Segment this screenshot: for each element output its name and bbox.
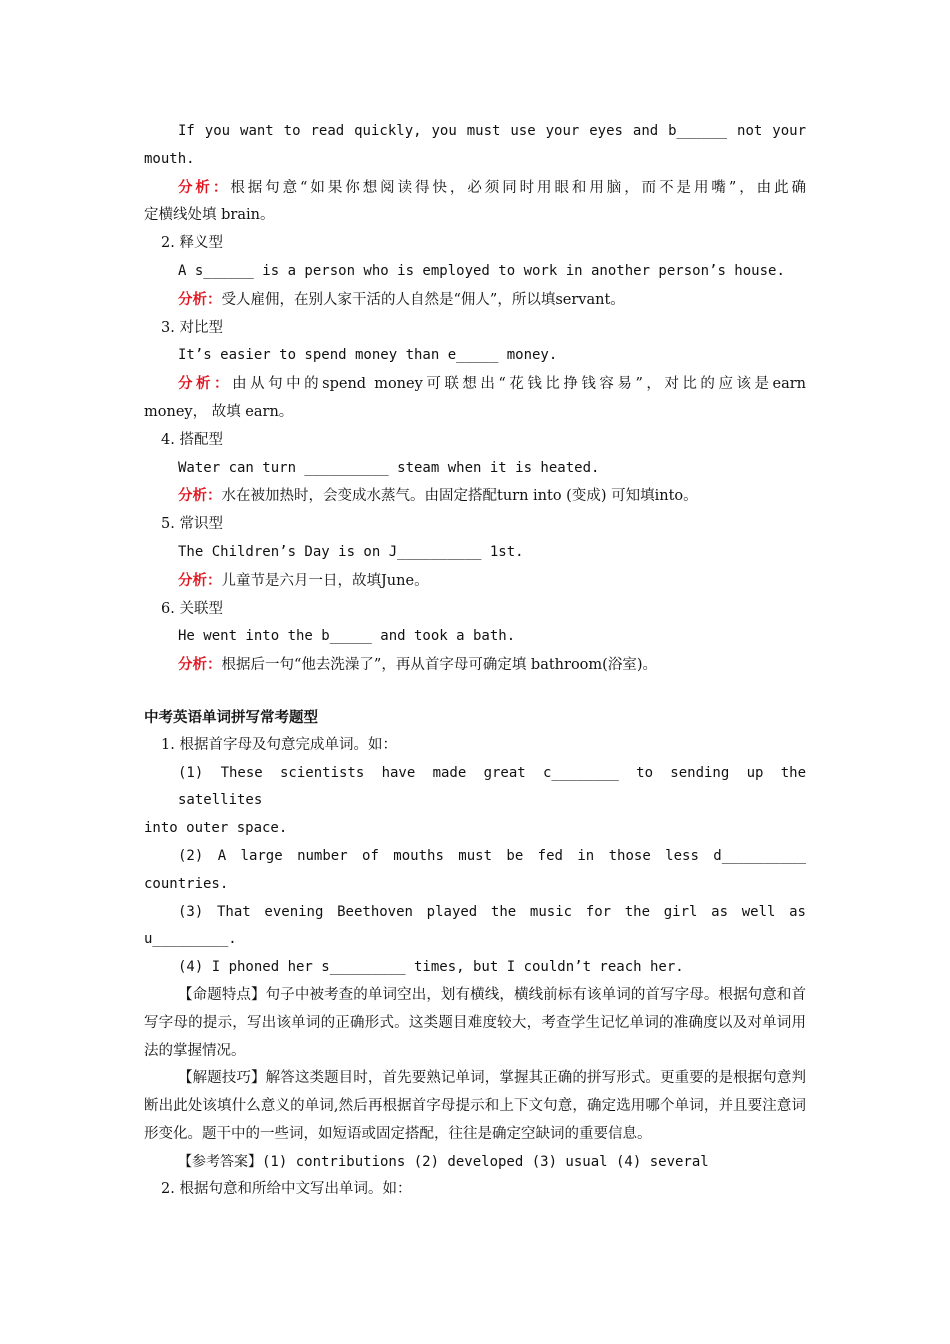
section-title: 3. 对比型 [161,319,223,336]
tips-paragraph: 【解题技巧】解答这类题目时，首先要熟记单词，掌握其正确的拼写形式。更重要的是根据句意判断出此处该填什么意义的单词,然后再根据首字母提示和上下文句意，确定选用哪个单词，并且要注意词形变化。题干中的一些词，如短语或固定搭配，往往是确定空缺词的重要信息。 [144,1070,806,1142]
section-title: 4. 搭配型 [161,431,223,448]
example-question: (3) That evening Beethoven played the music for the girl as well as [178,903,806,920]
item-title: 2. 根据句意和所给中文写出单词。如： [161,1181,412,1198]
analysis-text: 水在被加热时，会变成水蒸气。由固定搭配turn into (变成) 可知填into。 [221,488,698,505]
analysis-text-cont: 定横线处填 brain。 [144,207,275,224]
example-question-cont: u_________. [144,931,237,948]
feature-paragraph: 【命题特点】句子中被考查的单词空出，划有横线，横线前标有该单词的首写字母。根据句意和首写字母的提示，写出该单词的正确形式。这类题目难度较大，考查学生记忆单词的准确度以及对单词用法的掌握情况。 [144,986,806,1059]
question-sentence: A s______ is a person who is employed to work in another person’s house. [178,262,785,279]
analysis-text: 受人雇佣，在别人家干活的人自然是“佣人”，所以填servant。 [221,291,625,308]
question-sentence-cont: mouth. [144,150,195,167]
analysis-text: 根据后一句“他去洗澡了”，再从首字母可确定填 bathroom(浴室)。 [221,657,657,674]
analysis-label: 分析： [178,375,233,393]
section-heading: 中考英语单词拼写常考题型 [144,708,318,726]
analysis-label: 分析： [178,290,222,308]
analysis-text-cont: money， 故填 earn。 [144,403,294,420]
question-sentence: The Children’s Day is on J__________ 1st. [178,543,524,560]
section-title: 6. 关联型 [161,600,223,617]
analysis-text: 儿童节是六月一日，故填June。 [221,572,429,589]
question-sentence: If you want to read quickly, you must use your eyes and b______ not your [178,123,806,139]
analysis-line [144,370,806,399]
answer-line: 【参考答案】(1) contributions (2) developed (3) usual (4) several [178,1153,709,1170]
analysis-line [144,482,806,511]
analysis-line [144,651,806,680]
item-title: 1. 根据首字母及句意完成单词。如： [161,736,397,753]
question-sentence: It’s easier to spend money than e_____ money. [178,347,558,364]
analysis-label: 分析： [178,178,231,196]
example-question-cont: into outer space. [144,820,288,837]
analysis-label: 分析： [178,571,222,589]
example-question: (2) A large number of mouths must be fed in those less d__________ [178,847,806,864]
analysis-text: 根据句意“如果你想阅读得快，必须同时用眼和用脑，而不是用嘴”，由此确 [230,179,807,196]
analysis-line [144,567,806,596]
example-question: (4) I phoned her s_________ times, but I couldn’t reach her. [178,959,684,976]
example-question-cont: countries. [144,875,229,892]
example-question: (1) These scientists have made great c________ to sending up the satellites [178,764,806,809]
section-title: 5. 常识型 [161,516,223,533]
analysis-label: 分析： [178,656,222,674]
analysis-text: 由从句中的spend money可联想出“花钱比挣钱容易”，对比的应该是earn [232,376,806,393]
analysis-line [144,174,806,203]
question-sentence: Water can turn __________ steam when it is heated. [178,459,600,476]
section-title: 2. 释义型 [161,235,223,252]
question-sentence: He went into the b_____ and took a bath. [178,628,516,645]
document-page [144,118,806,1204]
analysis-label: 分析： [178,487,222,505]
analysis-line [144,286,806,315]
